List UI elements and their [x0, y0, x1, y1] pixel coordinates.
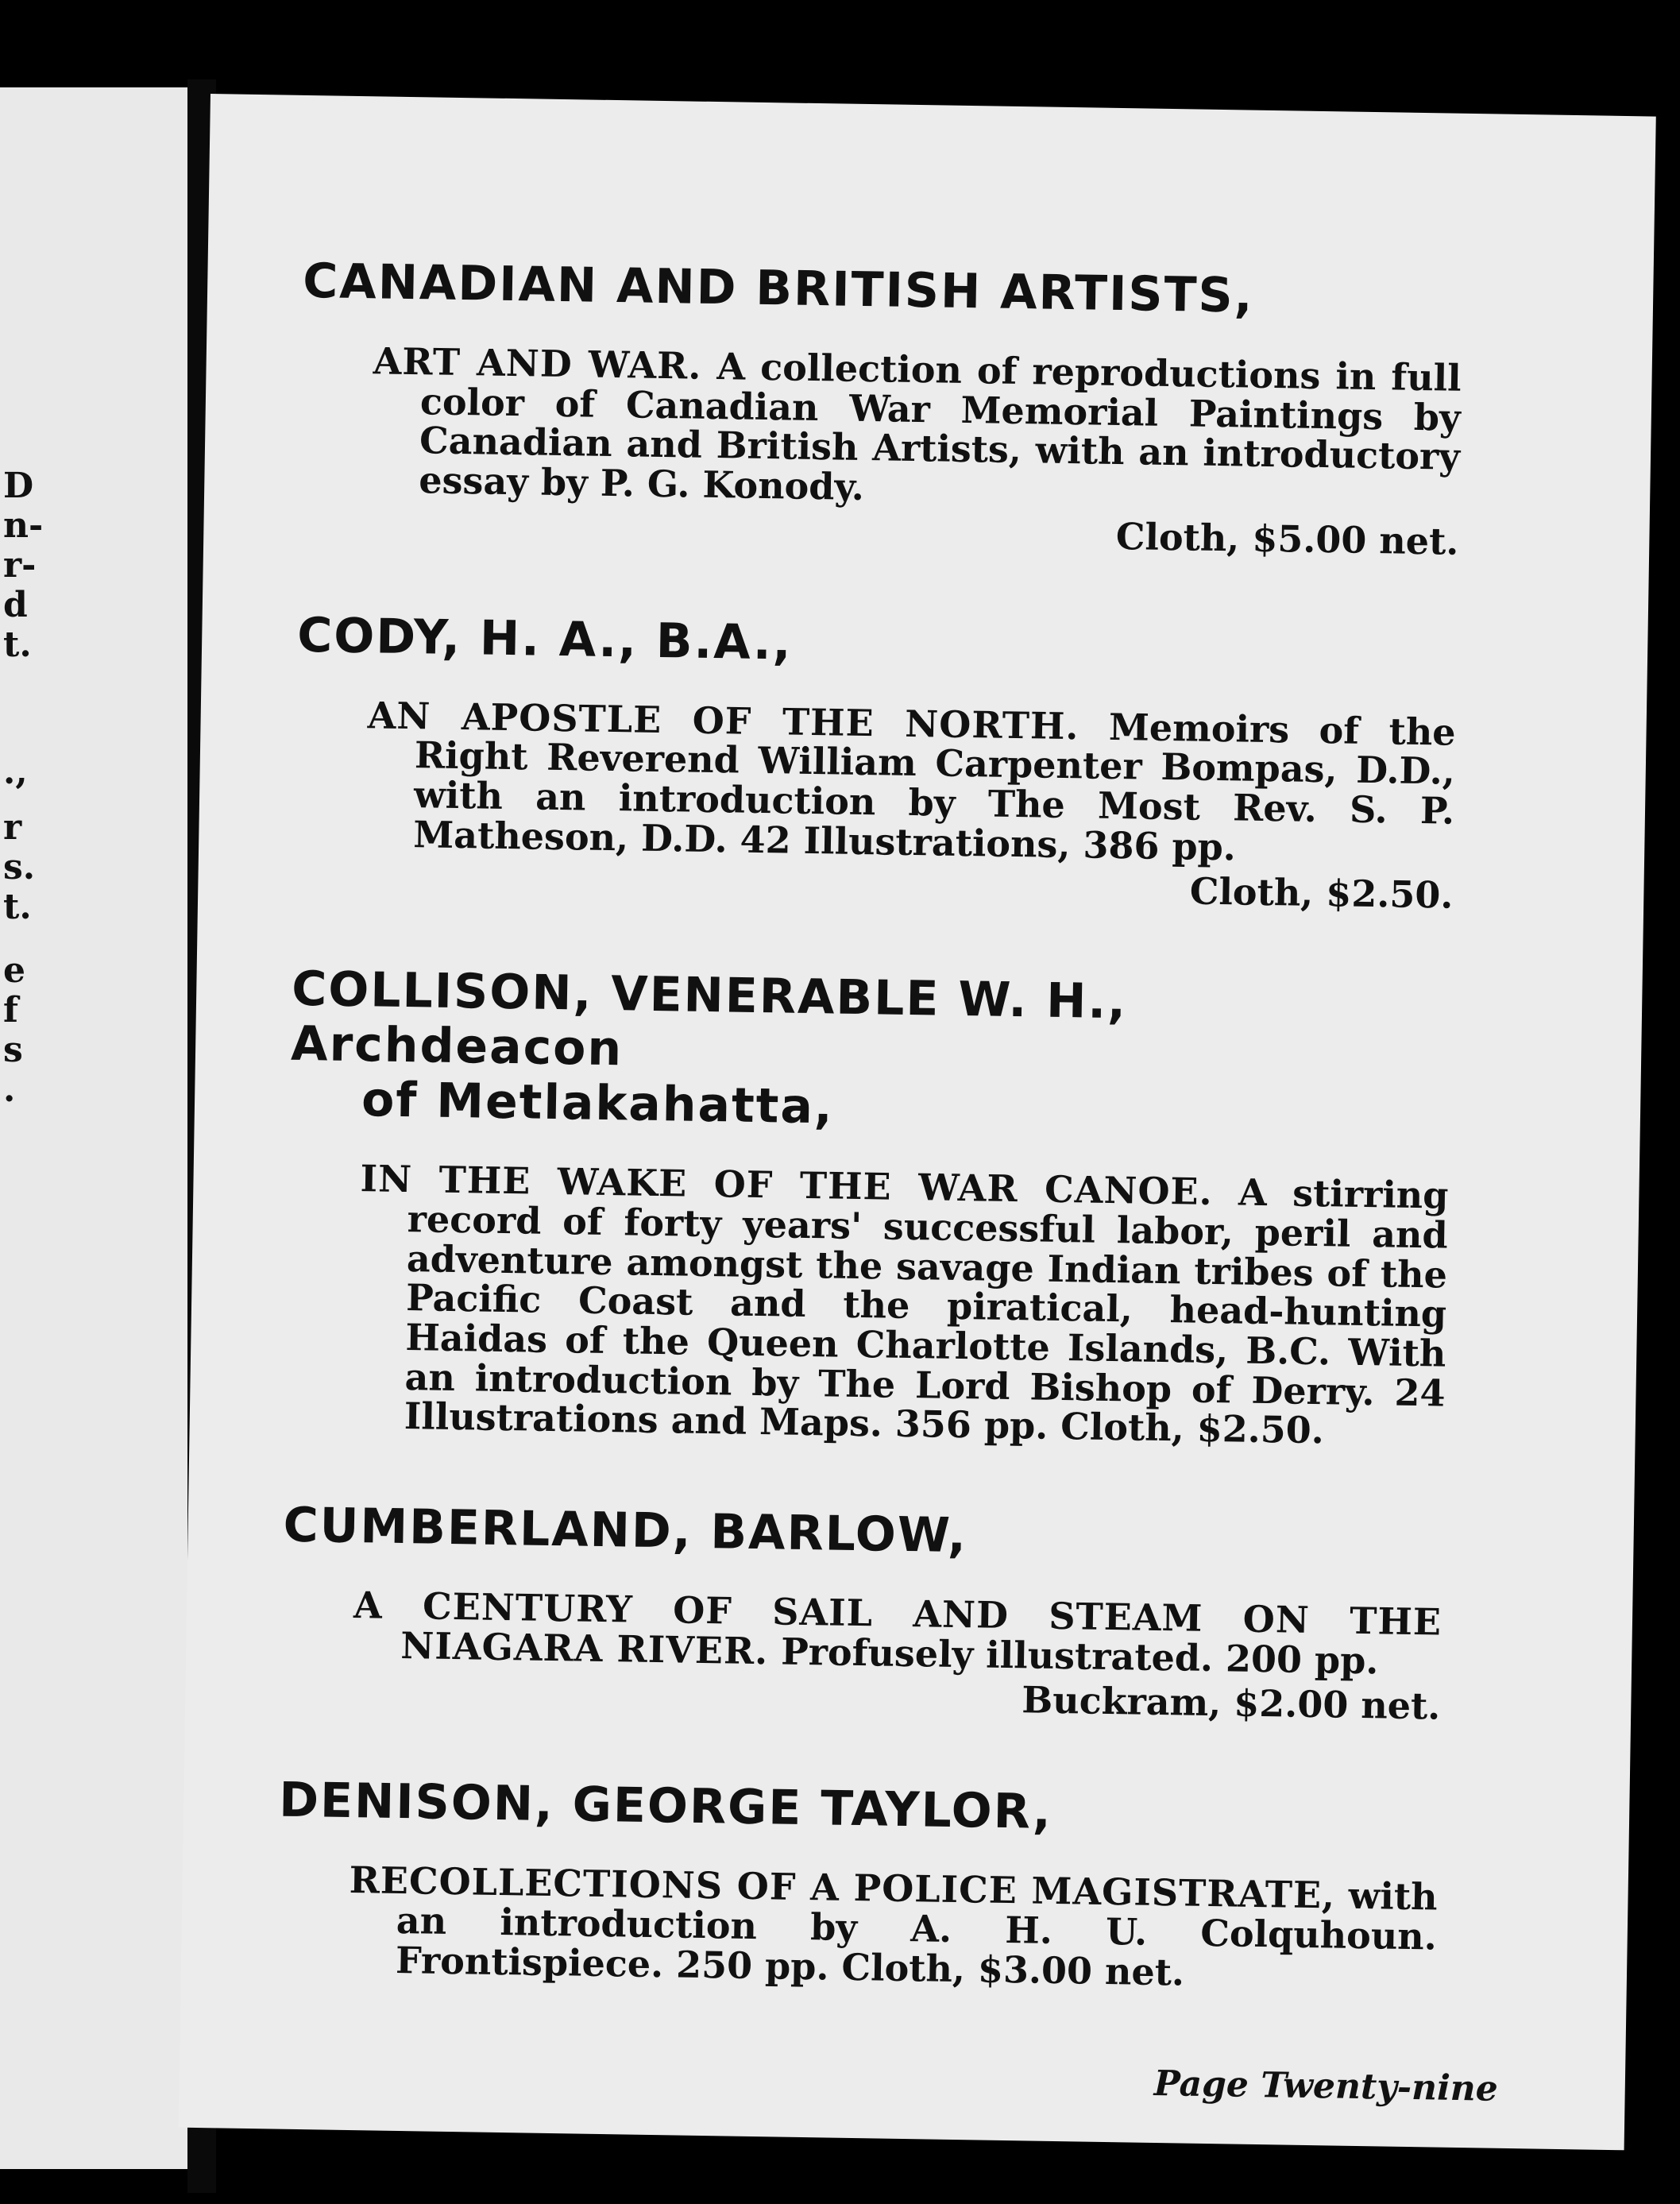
left-fragment: t.: [3, 624, 32, 665]
left-page-fragment: [0, 87, 187, 2169]
book-price: Cloth, $2.50.: [1189, 869, 1454, 918]
author-name: CODY, H. A., B.A.,: [296, 607, 794, 671]
book-title: IN THE WAKE OF THE WAR CANOE.: [360, 1157, 1214, 1214]
book-description: [285, 1158, 1449, 1453]
catalog-content: [275, 254, 1462, 2060]
author-heading: [297, 608, 1458, 681]
left-fragment: .: [3, 1069, 16, 1110]
author-subtitle: of Metlakahatta,: [361, 1072, 835, 1135]
catalog-page: [179, 94, 1656, 2150]
book-price: Cloth, $5.00 net.: [1115, 514, 1459, 563]
catalog-entry: [276, 1773, 1439, 1997]
left-fragment: t.: [3, 887, 32, 927]
book-price: Buckram, $2.00 net.: [1021, 1678, 1441, 1728]
author-heading: [283, 1498, 1443, 1572]
left-fragment: s: [3, 1030, 23, 1070]
left-fragment: s.: [3, 847, 36, 887]
left-fragment: f: [3, 990, 18, 1030]
book-text: A collection of reproductions in full color of Canadian War Memorial Paintings by Canadian and British Artists, with an introductory essay by P. G. Konody.: [418, 345, 1462, 508]
book-description: [299, 341, 1462, 517]
left-fragment: d: [3, 585, 28, 625]
author-heading: [279, 1773, 1439, 1846]
catalog-entry: [280, 1498, 1443, 1728]
book-description: [276, 1860, 1438, 1997]
left-fragment: D: [3, 466, 34, 506]
author-heading: [303, 254, 1463, 327]
book-text: Memoirs of the Right Reverend William Carpenter Bompas, D.D., with an introduction by The Most Rev. S. P. Matheson, D.D. 42 Illustrations, 386 pp.: [412, 705, 1457, 869]
book-title: ART AND WAR.: [373, 339, 702, 388]
book-text: A stirring record of forty years' successful labor, peril and adventure amongst the savage Indian tribes of the Pacific Coast and the piratical, head-hunting Haidas of the Queen Charlotte Islands, B.C. With an introduction by The Lord Bishop of Derry. 24 Illustrations and Maps. 356 pp. Cloth, $2.50.: [404, 1170, 1449, 1452]
left-fragment: .,: [3, 752, 28, 792]
author-heading: [290, 962, 1452, 1145]
left-fragment: r-: [3, 545, 37, 586]
author-name: CANADIAN AND BRITISH ARTISTS,: [302, 253, 1255, 324]
book-text: with an introduction by A. H. U. Colquhoun. Frontispiece. 250 pp. Cloth, $3.00 net.: [395, 1874, 1438, 1994]
page-number: Page Twenty-nine: [1153, 2063, 1499, 2109]
left-fragment: n-: [3, 505, 44, 546]
author-name: COLLISON, VENERABLE W. H., Archdeacon: [290, 961, 1128, 1077]
book-description: [294, 694, 1456, 871]
author-name: CUMBERLAND, BARLOW,: [283, 1497, 968, 1564]
author-name: DENISON, GEORGE TAYLOR,: [278, 1773, 1053, 1841]
book-text: Profusely illustrated. 200 pp.: [780, 1630, 1379, 1683]
book-description: [281, 1585, 1442, 1682]
left-fragment: e: [3, 950, 25, 991]
book-title: RECOLLECTIONS OF A POLICE MAGISTRATE,: [349, 1858, 1336, 1917]
book-title: AN APOSTLE OF THE NORTH.: [367, 693, 1079, 748]
book-title: A CENTURY OF SAIL AND STEAM ON THE NIAGARA RIVER.: [353, 1583, 1442, 1673]
catalog-entry: [293, 608, 1458, 917]
left-fragment: r: [3, 807, 22, 848]
catalog-entry: [299, 254, 1463, 563]
catalog-entry: [285, 962, 1452, 1453]
